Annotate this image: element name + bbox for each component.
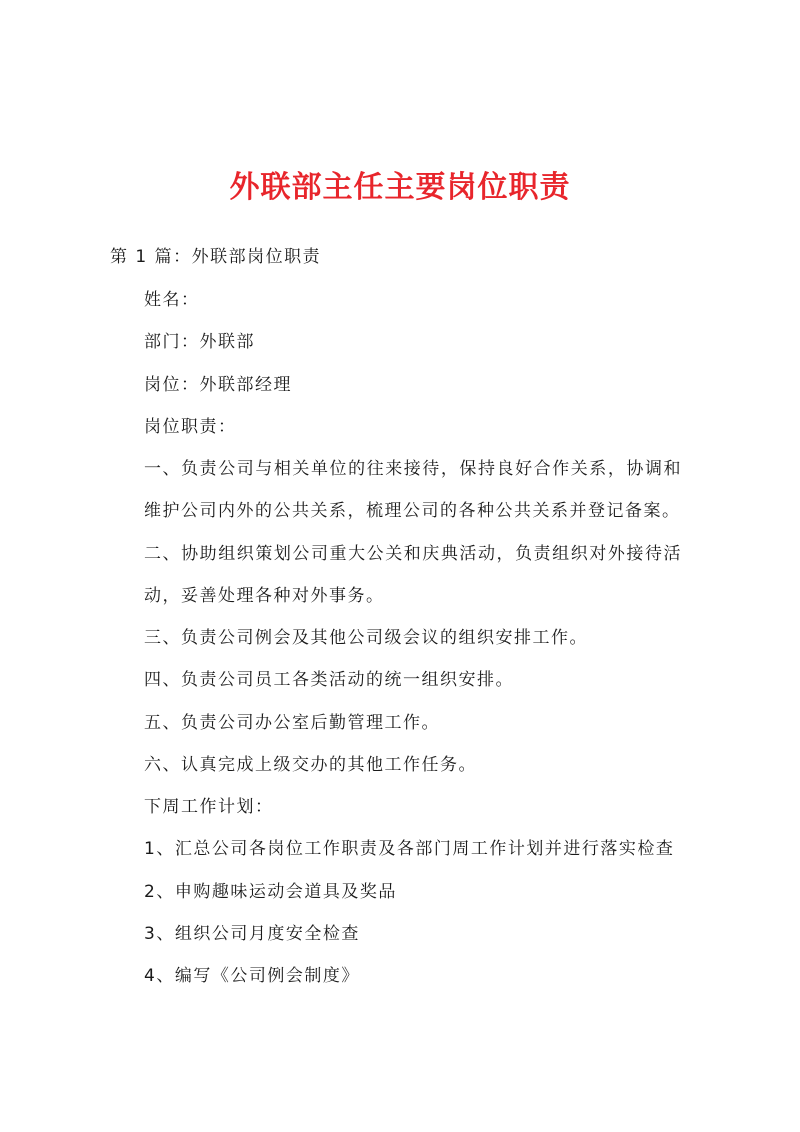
- duty-2-line-2: 动，妥善处理各种对外事务。: [144, 586, 385, 606]
- plan-heading: 下周工作计划：: [144, 797, 274, 817]
- field-position: 岗位：外联部经理: [144, 375, 292, 395]
- document-title: 外联部主任主要岗位职责: [229, 170, 571, 205]
- duty-3: 三、负责公司例会及其他公司级会议的组织安排工作。: [144, 628, 588, 648]
- field-name: 姓名：: [144, 290, 200, 310]
- duty-2-line-1: 二、协助组织策划公司重大公关和庆典活动，负责组织对外接待活: [144, 544, 682, 564]
- duty-4: 四、负责公司员工各类活动的统一组织安排。: [144, 670, 514, 690]
- plan-item-4: 4、编写《公司例会制度》: [144, 966, 360, 986]
- plan-item-3: 3、组织公司月度安全检查: [144, 924, 360, 944]
- plan-item-2: 2、申购趣味运动会道具及奖品: [144, 882, 397, 902]
- section-heading: 第 1 篇：外联部岗位职责: [110, 247, 322, 267]
- duty-5: 五、负责公司办公室后勤管理工作。: [144, 713, 440, 733]
- duty-1-line-2: 维护公司内外的公共关系，梳理公司的各种公共关系并登记备案。: [144, 501, 681, 521]
- duties-heading: 岗位职责：: [144, 417, 237, 437]
- plan-item-1: 1、汇总公司各岗位工作职责及各部门周工作计划并进行落实检查: [144, 839, 675, 859]
- field-department: 部门：外联部: [144, 332, 255, 352]
- duty-1-line-1: 一、负责公司与相关单位的往来接待，保持良好合作关系，协调和: [144, 459, 682, 479]
- duty-6: 六、认真完成上级交办的其他工作任务。: [144, 755, 477, 775]
